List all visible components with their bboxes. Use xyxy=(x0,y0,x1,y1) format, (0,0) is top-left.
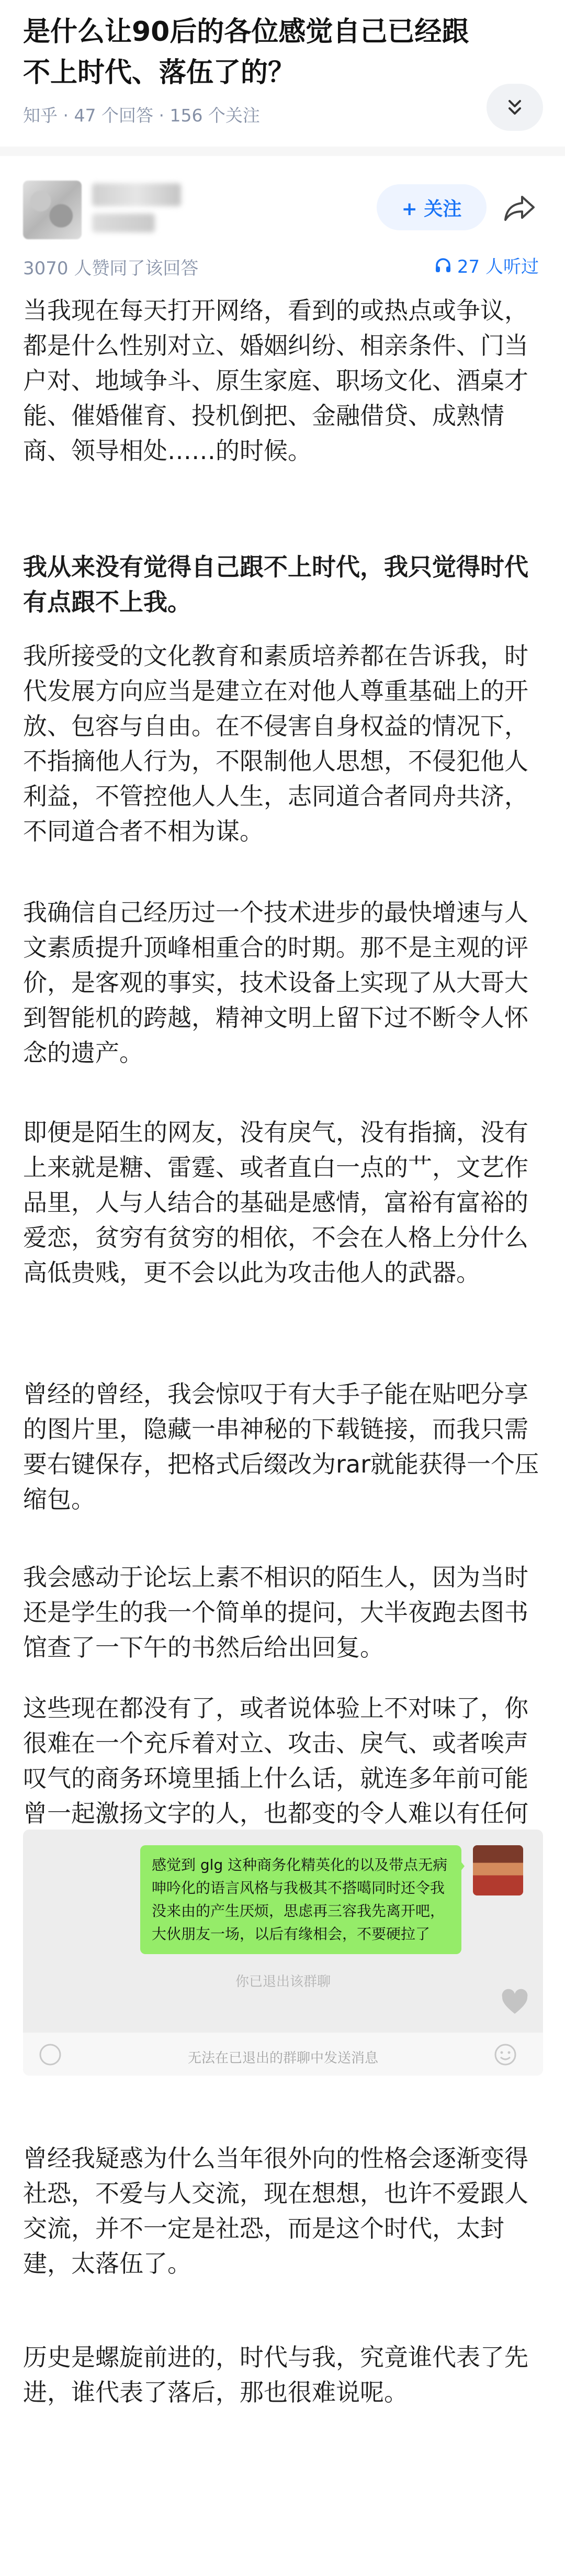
answer-count[interactable]: 47 个回答 xyxy=(74,105,153,126)
follower-count: 156 个关注 xyxy=(170,105,260,126)
question-meta: 知乎 · 47 个回答 · 156 个关注 xyxy=(23,105,260,126)
share-icon xyxy=(501,189,539,227)
author-avatar[interactable] xyxy=(23,181,82,239)
paragraph-5: 即便是陌生的网友，没有戾气，没有指摘，没有上来就是糖、雷霆、或者直白一点的艹，文艺作品里，人与人结合的基础是感情，富裕有富裕的爱恋，贫穷有贫穷的相依，不会在人格上分什么高低贵贱，更不会以此为攻击他人的武器。 xyxy=(23,1118,528,1287)
chat-screenshot xyxy=(23,1830,543,2076)
heart-icon xyxy=(499,1987,530,2018)
source-label: 知乎 xyxy=(23,105,58,126)
paragraph-8: 这些现在都没有了，或者说体验上不对味了，你很难在一个充斥着对立、攻击、戾气、或者唉声叹气的商务环境里插上什么话，就连多年前可能曾一起激扬文字的人，也都变的令人难以有任何 xyxy=(23,1694,528,1827)
paragraph-3: 我所接受的文化教育和素质培养都在告诉我，时代发展方向应当是建立在对他人尊重基础上的开放、包容与自由。在不侵害自身权益的情况下，不指摘他人行为，不限制他人思想，不侵犯他人利益，不管控他人人生，志同道合者同舟共济，不同道合者不相为谋。 xyxy=(23,642,528,845)
agree-count: 3070 人赞同了该回答 xyxy=(23,258,199,279)
paragraph-4: 我确信自己经历过一个技术进步的最快增速与人文素质提升顶峰相重合的时期。那不是主观的评价，是客观的事实，技术设备上实现了从大哥大到智能机的跨越，精神文明上留下过不断令人怀念的遗产。 xyxy=(23,898,528,1067)
paragraph-9: 曾经我疑惑为什么当年很外向的性格会逐渐变得社恐，不爱与人交流，现在想想，也许不爱跟人交流，并不一定是社恐，而是这个时代，太封建，太落伍了。 xyxy=(23,2144,528,2278)
withdrawn-notice: 你已退出该群聊 xyxy=(235,1974,331,1990)
listen-count[interactable]: 27 人听过 xyxy=(434,252,539,278)
paragraph-1: 当我现在每天打开网络，看到的或热点或争议，都是什么性别对立、婚姻纠纷、相亲条件、门当户对、地域争斗、原生家庭、职场文化、酒桌才能、催婚催育、投机倒把、金融借贷、成熟情商、领导相处……的时候。 xyxy=(23,296,528,465)
collapse-button[interactable] xyxy=(487,84,543,131)
chat-avatar xyxy=(473,1845,523,1895)
follow-button[interactable]: + 关注 xyxy=(377,184,487,230)
paragraph-7: 我会感动于论坛上素不相识的陌生人，因为当时还是学生的我一个简单的提问，大半夜跑去图书馆查了一下午的书然后给出回复。 xyxy=(23,1563,528,1661)
question-title[interactable]: 是什么让90后的各位感觉自己已经跟不上时代、落伍了的？ xyxy=(23,16,469,88)
chat-input-placeholder: 无法在已退出的群聊中发送消息 xyxy=(187,2050,378,2066)
headphones-icon xyxy=(434,257,452,274)
paragraph-2-emphasis: 我从来没有觉得自己跟不上时代，我只觉得时代有点跟不上我。 xyxy=(23,553,528,616)
author-desc-redacted xyxy=(92,214,155,232)
chat-message-bubble: 感觉到 glg 这种商务化精英化的以及带点无病呻吟化的语言风格与我极其不搭噶同时还令我没来由的产生厌烦，思虑再三容我先离开吧，大伙朋友一场，以后有缘相会，不要硬拉了 xyxy=(140,1845,461,1954)
paragraph-10: 历史是螺旋前进的，时代与我，究竟谁代表了先进，谁代表了落后，那也很难说呢。 xyxy=(23,2343,528,2406)
paragraph-6: 曾经的曾经，我会惊叹于有大手子能在贴吧分享的图片里，隐藏一串神秘的下载链接，而我只需要右键保存，把格式后缀改为rar就能获得一个压缩包。 xyxy=(23,1380,539,1513)
section-divider xyxy=(0,147,565,156)
share-button[interactable] xyxy=(501,189,539,227)
author-name-redacted[interactable] xyxy=(92,183,181,206)
chevron-down-icon xyxy=(504,97,525,118)
chat-input-bar xyxy=(23,2033,543,2076)
emoji-icon xyxy=(494,2043,517,2066)
